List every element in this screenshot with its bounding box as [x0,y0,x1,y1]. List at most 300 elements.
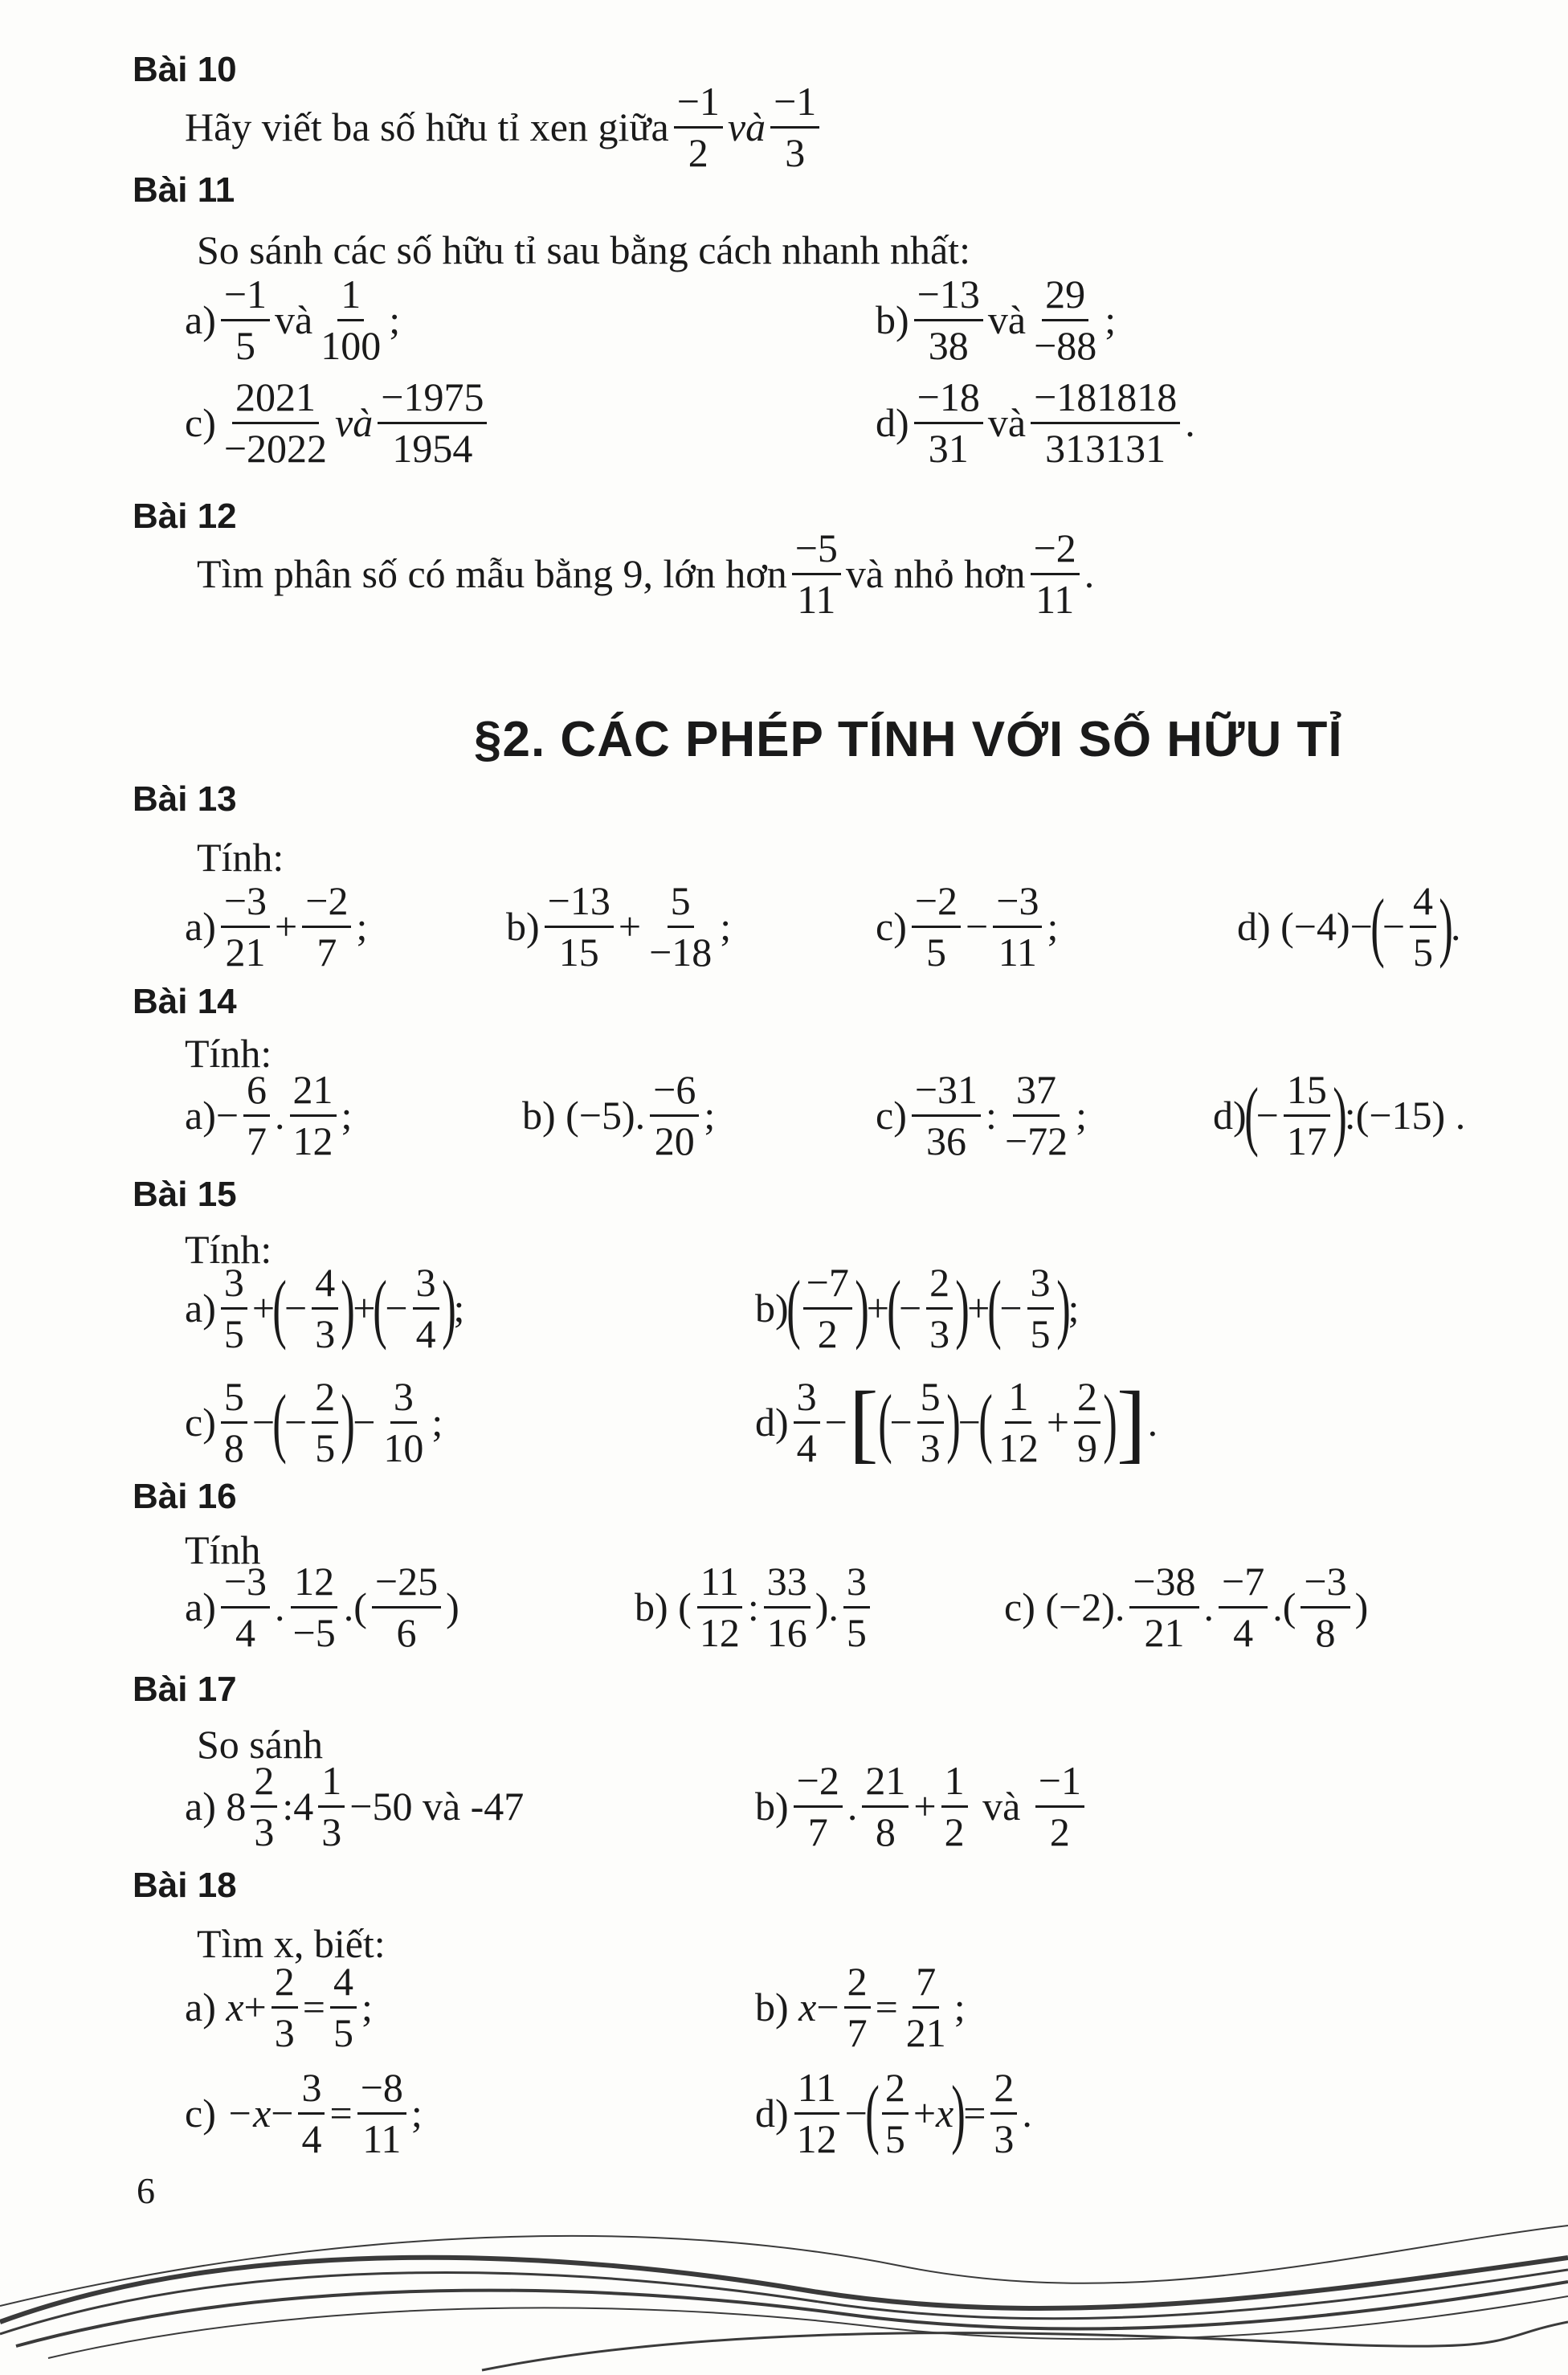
math-token: (−2). [1045,1584,1125,1629]
fraction [912,1069,981,1162]
denominator: 5 [223,1310,244,1356]
numerator: 5 [917,1376,944,1424]
fraction [794,1760,843,1853]
numerator: 3 [794,1376,820,1424]
connector-text: và [727,104,766,149]
exercise-13-statement: Tính: [197,835,284,880]
math-token: c) [185,1400,216,1445]
math-token: d) [1213,1093,1247,1138]
exercise-12-heading: Bài 12 [133,497,237,536]
denominator: 7 [247,1118,267,1163]
numerator: 11 [697,1560,742,1609]
math-token: − [844,2091,868,2136]
decorative-wave-footer [0,2201,1568,2375]
parenthesis: ( [272,1379,287,1465]
exercise-14b [522,1069,715,1162]
denominator: 3 [315,1310,336,1356]
fraction [917,1376,944,1469]
numerator: 37 [1013,1069,1060,1117]
denominator: 5 [315,1425,336,1470]
numerator: −31 [912,1069,981,1117]
exercise-14-statement: Tính: [185,1031,272,1076]
numerator: 1 [337,273,364,321]
denominator: −18 [649,929,713,975]
numerator: −3 [1301,1560,1350,1609]
math-token: a) [185,1584,216,1629]
math-token: x [936,2091,954,2136]
exercise-17a [185,1760,524,1853]
numerator: −2 [912,880,961,928]
numerator: 29 [1042,273,1088,321]
math-token: và [987,297,1027,342]
fraction [302,880,351,973]
denominator: 5 [846,1609,867,1655]
numerator: 2 [251,1760,277,1808]
math-token: . [275,1584,285,1629]
math-token: (−4)− [1280,904,1373,949]
math-token: a) [185,1985,216,2030]
numerator: −13 [914,273,983,321]
numerator: 6 [243,1069,270,1117]
denominator: 3 [321,1809,342,1854]
fraction [646,880,715,973]
parenthesis: ) [1056,1265,1071,1351]
denominator: 3 [254,1809,275,1854]
fraction [803,1261,852,1355]
math-token: = [302,1985,325,2030]
exercise-15b [755,1261,1079,1355]
numerator: 2 [272,1960,298,2009]
fraction [650,1069,699,1162]
math-token: (−5). [566,1093,646,1138]
math-token: và [275,297,313,342]
numerator: 3 [390,1376,417,1424]
denominator: 5 [333,2009,353,2055]
denominator: 17 [1286,1118,1327,1163]
numerator: −1 [221,273,270,321]
math-token: d) [1237,904,1271,949]
parenthesis: ) [955,1265,970,1351]
denominator: 16 [766,1609,807,1655]
math-token: ; [431,1400,443,1445]
math-token: a) [185,1286,216,1331]
exercise-15a [185,1261,464,1355]
denominator: 11 [797,576,836,622]
numerator: 11 [794,2066,839,2115]
fraction [318,1760,345,1853]
math-token: − [385,1286,408,1331]
math-token: ; [389,297,401,342]
fraction [243,1069,270,1162]
denominator: 10 [383,1425,424,1470]
fraction [941,1760,968,1853]
denominator: 3 [920,1425,941,1470]
numerator: −8 [357,2066,406,2115]
denominator: 12 [292,1118,333,1163]
math-token: = [875,1985,898,2030]
math-token: 4 [293,1784,314,1829]
fraction [372,1560,441,1654]
exercise-18d [755,2066,1032,2160]
numerator: −6 [650,1069,699,1117]
numerator: −7 [803,1261,852,1310]
numerator: 2 [844,1960,871,2009]
numerator: 1 [941,1760,968,1808]
exercise-13a [185,880,367,973]
math-token: Tìm phân số có mẫu bằng 9, lớn hơn [197,551,787,596]
denominator: 6 [396,1609,417,1655]
fraction [843,1560,870,1654]
exercise-14a [185,1069,352,1162]
exercise-16-heading: Bài 16 [133,1477,237,1516]
math-token: b) [755,1985,789,2030]
math-token: x [798,1985,817,2030]
math-token: + [913,1784,937,1829]
math-token: − [251,1400,276,1445]
denominator: 5 [925,929,946,975]
math-token: c) [1004,1584,1035,1629]
math-token: ; [704,1093,716,1138]
exercise-13b [506,880,731,973]
fraction [1002,1069,1071,1162]
fraction [312,1261,338,1355]
fraction [1129,1560,1198,1654]
numerator: 12 [291,1560,337,1609]
math-token: ; [356,904,368,949]
numerator: 3 [298,2066,325,2115]
fraction [696,1560,743,1654]
bracket: [ [848,1373,879,1471]
fraction [926,1261,953,1355]
numerator: 4 [330,1960,357,2009]
exercise-16b [635,1560,875,1654]
fraction [770,80,819,174]
math-token: c) [185,400,216,445]
fraction [995,1376,1042,1469]
math-token: :(−15) . [1344,1093,1466,1138]
math-token: .( [343,1584,367,1629]
fraction [312,1376,338,1469]
math-token: ; [1076,1093,1088,1138]
numerator: −25 [372,1560,441,1609]
math-token: 8 [226,1784,247,1829]
math-token: ) [1354,1584,1369,1629]
math-token: − [824,1400,847,1445]
page-number: 6 [137,2170,155,2211]
exercise-17-statement: So sánh [197,1722,323,1767]
numerator: 2 [312,1376,338,1424]
exercise-11-heading: Bài 11 [133,170,235,210]
math-token: a) [185,1784,216,1829]
numerator: 15 [1284,1069,1330,1117]
exercise-16c [1004,1560,1368,1654]
numerator: 2 [882,2066,909,2115]
math-token: − [271,2091,294,2136]
fraction [1031,527,1080,620]
math-token: ; [361,1985,373,2030]
fraction [990,2066,1017,2160]
fraction [272,1960,298,2054]
denominator: 11 [362,2115,402,2161]
math-token: −50 và -47 [349,1784,525,1829]
denominator: 5 [1413,929,1434,975]
math-token: −x [226,2091,272,2136]
fraction [221,1560,270,1654]
fraction [764,1560,811,1654]
exercise-11-statement: So sánh các số hữu tỉ sau bằng cách nhanh nhất: [197,227,970,272]
parenthesis: ( [987,1265,1002,1351]
fraction [221,376,330,469]
math-token: : [747,1584,759,1629]
math-token: − [284,1286,308,1331]
math-token: ; [1068,1286,1080,1331]
math-token: và [987,400,1027,445]
denominator: 21 [905,2009,946,2055]
exercise-15-heading: Bài 15 [133,1175,237,1214]
math-token: b) [506,904,540,949]
exercise-11b [876,273,1116,366]
numerator: −1 [770,80,819,129]
exercise-11d [876,376,1195,469]
math-token: và [982,1784,1021,1829]
exercise-18c [185,2066,423,2160]
math-token: − [353,1400,376,1445]
exercise-14c [876,1069,1087,1162]
denominator: 4 [301,2115,322,2161]
denominator: 7 [316,929,337,975]
numerator: −38 [1129,1560,1198,1609]
parenthesis: ) [1333,1072,1347,1158]
fraction [378,376,487,469]
math-token: c) [185,2091,216,2136]
exercise-14-heading: Bài 14 [133,982,237,1021]
fraction [221,1376,247,1469]
denominator: 2 [1049,1809,1070,1854]
math-token: − [1256,1093,1279,1138]
numerator: 3 [413,1261,439,1310]
fraction [914,273,983,366]
math-token: d) [755,1400,789,1445]
denominator: 4 [235,1609,255,1655]
fraction [1027,1261,1054,1355]
math-token: = [963,2091,986,2136]
exercise-15d [755,1373,1158,1471]
fraction [1035,1760,1084,1853]
fraction [794,1376,820,1469]
math-token: + [243,1985,267,2030]
numerator: −1975 [378,376,487,424]
denominator: 3 [274,2009,295,2055]
parenthesis: ( [877,1379,892,1465]
parenthesis: ( [272,1265,287,1351]
parenthesis: ) [1439,883,1453,969]
exercise-16-statement: Tính [185,1527,261,1572]
math-token: . [1147,1400,1158,1445]
exercise-18-heading: Bài 18 [133,1866,237,1905]
numerator: 33 [764,1560,811,1609]
math-token: + [967,1286,990,1331]
denominator: 31 [928,425,969,471]
numerator: −1 [1035,1760,1084,1808]
numerator: 5 [668,880,694,928]
parenthesis: ) [341,1265,355,1351]
numerator: 7 [913,1960,939,2009]
math-token: ; [953,1985,966,2030]
math-token: ( [678,1584,692,1629]
math-token: . [1203,1584,1215,1629]
math-token: : [986,1093,997,1138]
parenthesis: ( [887,1265,901,1351]
exercise-11c [185,376,492,469]
denominator: 5 [1030,1310,1051,1356]
numerator: 2 [926,1261,953,1310]
parenthesis: ( [1243,1072,1259,1158]
math-token: + [866,1286,889,1331]
math-token: b) [755,1784,789,1829]
denominator: 100 [321,322,382,368]
denominator: 8 [875,1809,896,1854]
math-token: − [889,1400,913,1445]
parenthesis: ( [1370,883,1385,969]
math-token: . [1084,551,1095,596]
numerator: 3 [843,1560,870,1609]
denominator: 1954 [392,425,473,471]
denominator: 2 [944,1809,965,1854]
denominator: 12 [796,2115,837,2161]
numerator: 2021 [232,376,319,424]
numerator: 2 [1074,1376,1100,1424]
math-token: a) [185,1093,216,1138]
exercise-18-statement: Tìm x, biết: [197,1921,386,1966]
numerator: −13 [545,880,614,928]
denominator: −2022 [223,425,328,471]
math-token: − [999,1286,1023,1331]
fraction [1031,376,1180,469]
math-token: c) [876,904,907,949]
numerator: −181818 [1031,376,1180,424]
math-token: − [958,1400,981,1445]
numerator: 3 [221,1261,247,1310]
section-title: §2. CÁC PHÉP TÍNH VỚI SỐ HỮU TỈ [474,712,1343,767]
denominator: 313131 [1045,425,1166,471]
math-token: − [816,1985,839,2030]
math-token: ) [446,1584,459,1629]
math-token: + [913,2091,937,2136]
denominator: 5 [235,322,255,368]
parenthesis: ) [855,1265,869,1351]
fraction [545,880,614,973]
denominator: −72 [1004,1118,1068,1163]
math-token: + [1046,1400,1070,1445]
fraction [862,1760,909,1853]
denominator: 4 [415,1310,436,1356]
fraction [357,2066,406,2160]
fraction [903,1960,949,2054]
math-token: x [226,1985,244,2030]
math-token: d) [755,2091,789,2136]
fraction [1301,1560,1350,1654]
exercise-11a [185,273,400,366]
numerator: −2 [302,880,351,928]
denominator: −5 [292,1609,336,1655]
math-token: b) [522,1093,556,1138]
numerator: 1 [1005,1376,1031,1424]
math-token: b) [755,1286,789,1331]
fraction [1219,1560,1268,1654]
math-token: . [275,1093,285,1138]
fraction [794,2066,840,2160]
denominator: 8 [1315,1609,1336,1655]
fraction [221,273,270,366]
exercise-10-statement [185,80,824,174]
fraction [993,880,1042,973]
numerator: −5 [792,527,841,575]
fraction [1284,1069,1330,1162]
denominator: −88 [1034,322,1097,368]
denominator: 21 [225,929,266,975]
exercise-14d [1213,1069,1465,1162]
parenthesis: ( [786,1265,801,1351]
fraction [251,1760,277,1853]
numerator: 3 [1027,1261,1054,1310]
fraction [221,880,270,973]
numerator: −2 [1031,527,1080,575]
exercise-15-statement: Tính: [185,1227,272,1272]
math-token: − [898,1286,922,1331]
numerator: −1 [674,80,723,129]
parenthesis: ) [951,2070,966,2156]
math-token: ; [720,904,732,949]
fraction [1410,880,1436,973]
denominator: 11 [998,929,1037,975]
denominator: 4 [796,1425,817,1470]
exercise-13c [876,880,1058,973]
numerator: 21 [290,1069,337,1117]
math-token: d) [876,400,909,445]
exercise-18b [755,1960,966,2054]
math-token: + [618,904,642,949]
math-token: ; [341,1093,353,1138]
bracket: ] [1116,1373,1146,1471]
fraction [380,1376,427,1469]
math-token: + [251,1286,276,1331]
fraction [1074,1376,1100,1469]
parenthesis: ) [341,1379,355,1465]
denominator: 5 [884,2115,905,2161]
denominator: 11 [1035,576,1075,622]
math-token: ; [410,2091,423,2136]
exercise-16a [185,1560,459,1654]
numerator: 4 [1410,880,1436,928]
numerator: −3 [993,880,1042,928]
fraction [221,1261,247,1355]
denominator: 9 [1077,1425,1098,1470]
numerator: 2 [990,2066,1017,2115]
math-token: c) [876,1093,907,1138]
denominator: 3 [994,2115,1015,2161]
fraction [792,527,841,620]
math-token: .( [1272,1584,1296,1629]
fraction [290,1560,339,1654]
denominator: 21 [1144,1609,1185,1655]
denominator: 20 [654,1118,695,1163]
math-token: + [275,904,298,949]
parenthesis: ( [373,1265,388,1351]
fraction [1031,273,1100,366]
numerator: −7 [1219,1560,1268,1609]
math-token: và [335,400,374,445]
denominator: 12 [998,1425,1039,1470]
